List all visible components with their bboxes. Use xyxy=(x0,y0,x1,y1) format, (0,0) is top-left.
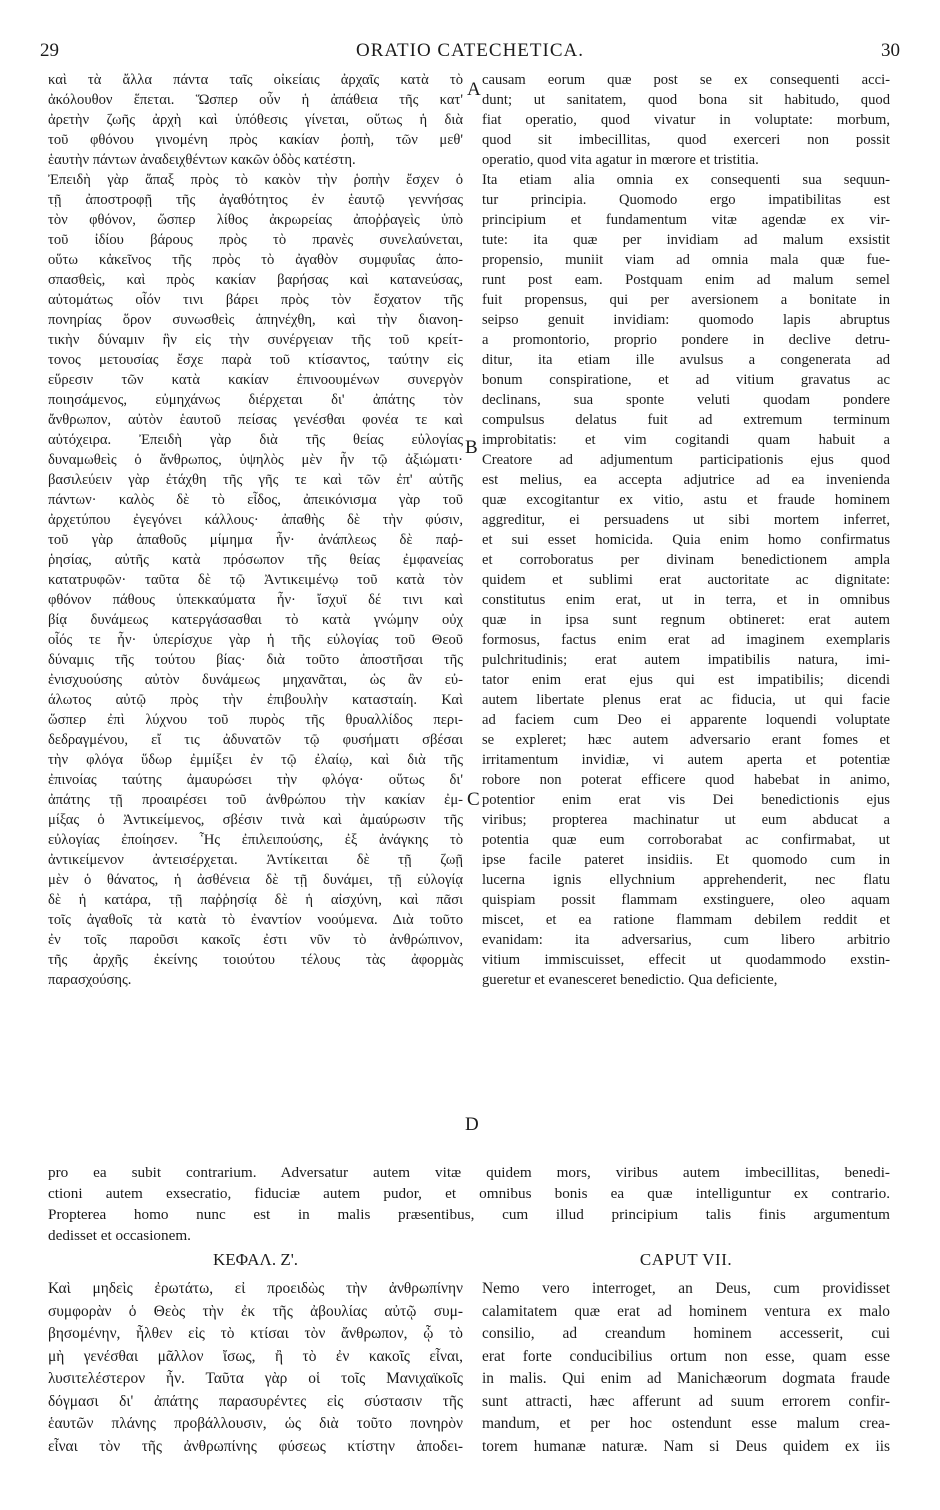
greek-chapter-heading: ΚΕΦΑΛ. Ζ'. xyxy=(212,1250,299,1269)
text-line: τοῖς ἀγαθοῖς τὰ κατὰ τὸ ἐναντίον νοούμενα. Διὰ τοῦτο xyxy=(48,912,463,928)
text-line: compulsus delatus fuit ad extremum terminum xyxy=(482,412,890,428)
text-line: tur principia. Quomodo ergo impatibilitas est xyxy=(482,192,890,208)
text-line: evanidam: ita adversarius, cum libero arbitrio xyxy=(482,932,890,948)
text-line: fiat operatio, quod vivatur in voluptate: morbum, xyxy=(482,112,890,128)
text-line: εὕρεσιν τῶν κατὰ κακίαν ἐπινοουμένων συνεργὸν xyxy=(48,372,463,388)
text-line: ὥσπερ ἐπὶ λύχνου τοῦ πυρὸς τῆς θρυαλλίδος περι- xyxy=(48,712,463,728)
section-marker-c: C xyxy=(467,789,480,810)
text-line: ditur, ita etiam ille avulsus a congenerata ad xyxy=(482,352,890,368)
text-line: οὕτω κἀκεῖνος τῆς πρὸς τὸ ἀγαθὸν συμφυΐας ἀπο- xyxy=(48,252,463,268)
text-line: Nemo vero interroget, an Deus, cum providisset xyxy=(482,1280,890,1297)
text-line: pro ea subit contrarium. Adversatur autem vitæ quidem mors, viribus autem imbecillitas, benedi- xyxy=(48,1164,890,1181)
greek-column-top xyxy=(48,70,463,1142)
running-title: ORATIO CATECHETICA. xyxy=(356,40,584,61)
text-line: εἶναι τὸν τῆς ἀνθρωπίνης φύσεως κτίστην ἀποδει- xyxy=(48,1437,463,1455)
text-line: Propterea homo nunc est in malis præsentibus, cum illud principium talis finis argumentum xyxy=(48,1206,890,1223)
text-line: improbitatis: et vim cogitandi quam habuit a xyxy=(482,432,890,448)
text-line: φθόνον πάθους ὑπεκκαύματα ἦν· ἴσχυϊ δέ τινι καὶ xyxy=(48,592,463,608)
text-line: dedisset et occasionem. xyxy=(48,1227,191,1244)
text-line: τῇ ἀποστροφῇ τῆς ἀγαθότητος ἐν ἑαυτῷ γεννήσας xyxy=(48,192,463,208)
text-line: potentior enim erat vis Dei benedictionis ejus xyxy=(482,792,890,808)
text-line: συμφορὰν ὁ Θεὸς τὴν ἐκ τῆς ἀβουλίας αὐτῷ συμ- xyxy=(48,1302,463,1320)
text-line: est melius, ea accepta adjutrice ad ea invenienda xyxy=(482,472,890,488)
text-line: runt post eam. Postquam enim ad malum semel xyxy=(482,272,890,288)
text-line: fuit propensus, qui per aversionem a bonitate in xyxy=(482,292,890,308)
text-line: ἄνθρωπον, αὐτὸν ἑαυτοῦ πείσας γενέσθαι φονέα τε καὶ xyxy=(48,412,463,428)
text-line: Creatore ad adjumentum participationis ejus quod xyxy=(482,452,890,468)
text-line: potentia quæ eum corroborabat ac confirmabat, ut xyxy=(482,832,890,848)
text-line: quod sit imbecillitas, quod exerceri non possit xyxy=(482,132,890,148)
text-line: lucerna ignis ellychnium apprehenderit, nec flatu xyxy=(482,872,890,888)
text-line: ad faciem cum Deo ei apparente loquendi voluptate xyxy=(482,712,890,728)
text-line: robore non poterat efficere quod habebat in animo, xyxy=(482,772,890,788)
text-line: vitium immiscuisset, effecit ut quodammodo exstin- xyxy=(482,952,890,968)
text-line: ἐν τοῖς παροῦσι κακοῖς ἐστι νῦν τὸ ἀνθρώπινον, xyxy=(48,932,463,948)
text-line: autem libertate plenus erat ac fiducia, ut qui facie xyxy=(482,692,890,708)
right-page-number: 30 xyxy=(881,40,900,61)
text-line: se expleret; hæc autem adversario erant fomes et xyxy=(482,732,890,748)
text-line: operatio, quod vita agatur in mœrore et tristitia. xyxy=(482,152,759,168)
text-line: βασιλεύειν γὰρ ἐτάχθη τῆς γῆς τε καὶ τῶν ἐπ' αὐτῆς xyxy=(48,472,463,488)
text-line: σπασθεὶς, καὶ πρὸς κακίαν βαρήσας καὶ κατανεύσας, xyxy=(48,272,463,288)
text-line: declinans, sua sponte veluti quodam pondere xyxy=(482,392,890,408)
text-line: tute: ita quæ per invidiam ad malum exsistit xyxy=(482,232,890,248)
left-page-number: 29 xyxy=(40,40,59,61)
text-line: quæ in ipsa sunt regnum obtineret: erat autem xyxy=(482,612,890,628)
text-line: quæ excogitantur ex vitio, astu et fraude hominem xyxy=(482,492,890,508)
text-line: aggreditur, ei persuadens ut sibi mortem inferret, xyxy=(482,512,890,528)
text-line: viribus; propterea machinatur ut eum abducat a xyxy=(482,812,890,828)
section-marker-d: D xyxy=(465,1114,479,1135)
text-line: τικὴν δύναμιν ἣν εἰς τὴν συνέργειαν τῆς τοῦ κρείτ- xyxy=(48,332,463,348)
text-line: Ἐπειδὴ γὰρ ἅπαξ πρὸς τὸ κακὸν τὴν ῥοπὴν ἔσχεν ὁ xyxy=(48,172,463,188)
latin-full-width-paragraph xyxy=(48,1162,890,1246)
latin-column-bottom xyxy=(482,1278,890,1458)
text-line: βίᾳ δυνάμεως κατεργάσασθαι τὸ κατὰ γνώμην οὐχ xyxy=(48,612,463,628)
text-line: τὸν φθόνον, ὥσπερ λίθος ἀκρωρείας ἀποῤῥαγεὶς ὑπὸ xyxy=(48,212,463,228)
greek-column-bottom xyxy=(48,1278,463,1458)
text-line: ποιησάμενος, εὐμηχάνως διέρχεται δι' ἀπάτης τὸν xyxy=(48,392,463,408)
text-line: consilio, ad creandum hominem accesserit, cui xyxy=(482,1325,890,1342)
text-line: δὲ ἡ κατάρα, τῇ παῤῥησίᾳ δὲ ἡ αἰσχύνη, καὶ πᾶσι xyxy=(48,892,463,908)
text-line: ἐνισχυούσης αὐτὸν δυνάμεως μηχανᾶται, ὡς ἂν εὐ- xyxy=(48,672,463,688)
text-line: quidem et sublimi erat auctoritate ac dignitate: xyxy=(482,572,890,588)
text-line: ἀντικείμενον ἀντεισέρχεται. Ἀντίκειται δὲ τῇ ζωῇ xyxy=(48,852,463,868)
text-line: ipse facile pateret insidiis. Et quomodo cum in xyxy=(482,852,890,868)
text-line: αὐτομάτως οἷόν τινι βάρει πρὸς τὸν ἔσχατον τῆς xyxy=(48,292,463,308)
text-line: formosus, factus enim erat ad imaginem exemplaris xyxy=(482,632,890,648)
text-line: δυναμωθεὶς ὁ ἄνθρωπος, ὑψηλὸς μὲν ἦν τῷ ἀξιώματι· xyxy=(48,452,463,468)
text-line: δύναμις τῆς τούτου βίας· διὰ τοῦτο ἀποστῆσαι τῆς xyxy=(48,652,463,668)
text-line: tator enim erat ejus qui est impatibilis; dicendi xyxy=(482,672,890,688)
latin-chapter-heading: CAPUT VII. xyxy=(639,1250,733,1269)
text-line: sunt attracti, hæc afferunt ad suum errorem confir- xyxy=(482,1392,890,1410)
text-line: άλωτος αὐτῷ πρὸς τὴν ἐπιβουλὴν κατασταίη. Καὶ xyxy=(48,692,463,708)
text-line: erat forte conducibilius ortum non esse, quam esse xyxy=(482,1347,890,1365)
text-line: quispiam possit flammam exstinguere, oleo aquam xyxy=(482,892,890,908)
text-line: in malis. Qui enim ad Manichæorum dogmata fraude xyxy=(482,1370,890,1387)
text-line: ῥησίας, αὐτῆς κατὰ πρόσωπον τῆς θείας ἐμφανείας xyxy=(48,552,463,568)
text-line: a promontorio, proprio pondere in declive detru- xyxy=(482,332,890,348)
text-line: ἀπάτης τῇ προαιρέσει τοῦ ἀνθρώπου τὴν κακίαν ἐμ- xyxy=(48,792,463,808)
text-line: ἀρχετύπου ἐγεγόνει κάλλους· ἀπαθὴς δὲ τὴν φύσιν, xyxy=(48,512,463,528)
text-line: ἀρετὴν ζωῆς ἀρχὴ καὶ ὑπόθεσις γίνεται, οὕτως ἡ διὰ xyxy=(48,112,463,128)
text-line: principium et fundamentum vitæ agendæ ex vir- xyxy=(482,212,890,228)
text-line: miscet, et ea ratione flammam debilem reddit et xyxy=(482,912,890,928)
section-marker-a: A xyxy=(467,79,481,100)
text-line: τοῦ ἰδίου βάρους πρὸς τὸ πρανὲς συνελαύνεται, xyxy=(48,232,463,248)
text-line: torem humanæ naturæ. Nam si Deus quidem ex iis xyxy=(482,1437,890,1455)
text-line: τονος μετουσίας ἔσχε παρὰ τοῦ κτίσαντος, ταύτην εἰς xyxy=(48,352,463,368)
text-line: gueretur et evanesceret benedictio. Qua deficiente, xyxy=(482,972,778,988)
text-line: causam eorum quæ post se ex consequenti acci- xyxy=(482,72,890,88)
text-line: dunt; ut sanitatem, quod bona sit habitudo, quod xyxy=(482,92,890,108)
text-line: πονηρίας ὅρον συνωσθεὶς ἀπηνέχθη, καὶ τὴν διανοη- xyxy=(48,312,463,328)
text-line: δεδραγμένου, εἴ τις ἀδυνατῶν τῷ φυσήματι σβέσαι xyxy=(48,732,463,748)
text-line: μὴ γενέσθαι μᾶλλον ἴσως, ἢ τὸ ἐν κακοῖς εἶναι, xyxy=(48,1347,463,1365)
text-line: ἐπινοίας ταύτης ἀμαυρώσει τὴν φλόγα· οὕτως δι' xyxy=(48,772,463,788)
text-line: εὐλογίας ἐποίησεν. Ἧς ἐπιλειπούσης, ἐξ ἀνάγκης τὸ xyxy=(48,832,463,848)
text-line: τῆς ἀρχῆς ἐκείνης τοιούτου τέλους τὰς ἀφορμὰς xyxy=(48,952,463,968)
text-line: αὐτόχειρα. Ἐπειδὴ γὰρ διὰ τῆς θείας εὐλογίας xyxy=(48,432,463,448)
text-line: κατατρυφῶν· ταῦτα δὲ τῷ Ἀντικειμένῳ τοῦ κατὰ τὸν xyxy=(48,572,463,588)
text-line: οἷός τε ἦν· ὑπερίσχυε γὰρ ἡ τῆς εὐλογίας τοῦ Θεοῦ xyxy=(48,632,463,648)
text-line: βησομένην, ἦλθεν εἰς τὸ κτίσαι τὸν ἄνθρωπον, ᾧ τὸ xyxy=(48,1325,463,1342)
section-marker-b: B xyxy=(465,437,478,458)
text-line: bonum conspiratione, et ad vitium gravatus ac xyxy=(482,372,890,388)
text-line: mandum, et per hoc ostendunt esse malum crea- xyxy=(482,1415,890,1432)
latin-column-top xyxy=(482,70,890,1142)
text-line: irritamentum invidiæ, vi autem aperta et potentiæ xyxy=(482,752,890,768)
text-line: Καὶ μηδεὶς ἐρωτάτω, εἰ προειδὼς τὴν ἀνθρωπίνην xyxy=(48,1280,463,1297)
text-line: λυσιτελέστερον ἦν. Ταῦτα γὰρ οἱ τοῖς Μανιχαϊκοῖς xyxy=(48,1370,463,1387)
text-line: et sui esset homicida. Quia enim homo confirmatus xyxy=(482,532,890,548)
text-line: τοῦ γὰρ ἀπαθοῦς μίμημα ἦν· ἀνάπλεως δὲ παῤ- xyxy=(48,532,463,548)
text-line: pulchritudinis; erat autem impatibilis natura, imi- xyxy=(482,652,890,668)
text-line: καὶ τὰ ἄλλα πάντα ταῖς οἰκείαις ἀρχαῖς κατὰ τὸ xyxy=(48,72,463,88)
text-line: et corroboratus per divinam benedictionem ampla xyxy=(482,552,890,568)
text-line: μὲν ὁ θάνατος, ἡ ἀσθένεια δὲ τῇ δυνάμει, τῇ εὐλογίᾳ xyxy=(48,872,463,888)
text-line: seipso genuit invidiam: quomodo lapis abruptus xyxy=(482,312,890,328)
text-line: τὴν φλόγα ὕδωρ ἐμμίξει ἐν τῷ ἐλαίῳ, καὶ διὰ τῆς xyxy=(48,752,463,768)
text-line: ἀκόλουθον ἕπεται. Ὥσπερ οὖν ἡ ἀπάθεια τῆς κατ' xyxy=(48,92,463,108)
text-line: μίξας ὁ Ἀντικείμενος, σβέσιν τινὰ καὶ ἀμαύρωσιν τῆς xyxy=(48,812,463,828)
text-line: παρασχούσης. xyxy=(48,972,132,988)
text-line: ctioni autem exsecratio, fiduciæ autem pudor, et omnibus bonis ea quæ intelliguntur ex contrario. xyxy=(48,1185,890,1202)
text-line: propensio, muniit viam ad omnia mala quæ fue- xyxy=(482,252,890,268)
text-line: πάντων· καλὸς δὲ τὸ εἶδος, ἀπεικόνισμα γὰρ τοῦ xyxy=(48,492,463,508)
text-line: constitutus enim erat, ut in terra, et in omnibus xyxy=(482,592,890,608)
text-line: ἑαυτὴν πάντων ἀναδειχθέντων κακῶν ὁδὸς κατέστη. xyxy=(48,152,356,168)
text-line: ἑαυτῶν πλάνης προβάλλουσιν, ὡς διὰ τοῦτο πονηρὸν xyxy=(48,1415,463,1432)
page-header xyxy=(40,40,900,68)
text-line: Ita etiam alia omnia ex consequenti sua sequun- xyxy=(482,172,890,188)
text-line: calamitatem quæ erat ad hominem ventura ex malo xyxy=(482,1302,890,1320)
text-line: δόγμασι δι' ἀπάτης παρασυρέντες εἰς σύστασιν τῆς xyxy=(48,1392,463,1410)
text-line: τοῦ φθόνου γινομένη πρὸς κακίαν ῥοπὴ, τῶν μεθ' xyxy=(48,132,463,148)
